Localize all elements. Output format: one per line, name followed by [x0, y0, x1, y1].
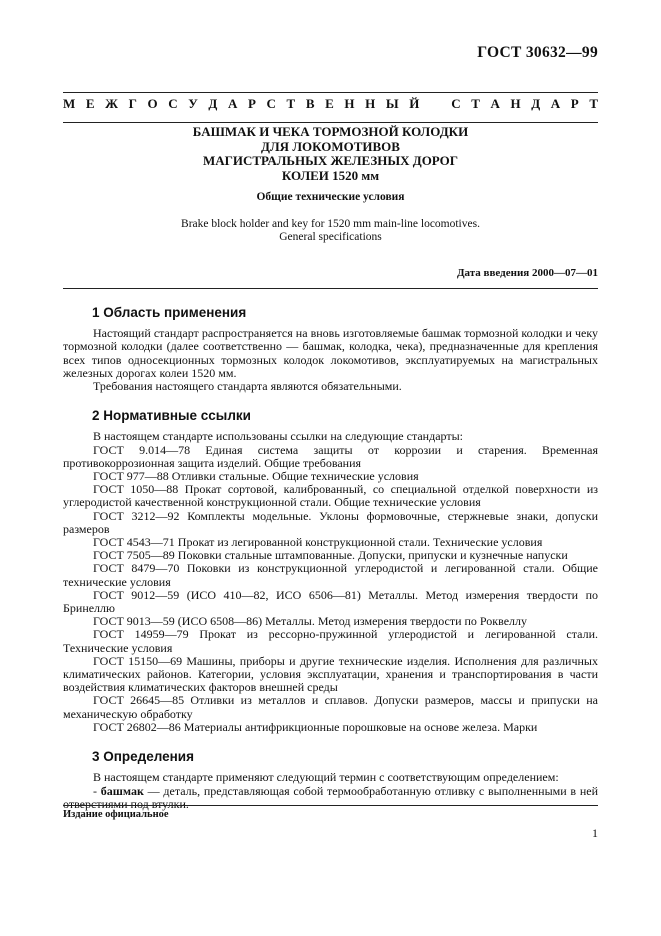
reference-item: ГОСТ 14959—79 Прокат из рессорно-пружинной углеродистой и легированной стали. Технические условия [63, 627, 598, 655]
subtitle: Общие технические условия [256, 191, 405, 203]
reference-item: ГОСТ 15150—69 Машины, приборы и другие технические изделия. Исполнения для различных климатических районов. Категории, условия эксплуатации, хранения и транспортирования в части воздействия климатических факторов внешней среды [63, 653, 598, 695]
reference-item: ГОСТ 977—88 Отливки стальные. Общие технические условия [93, 469, 419, 484]
banner-letter: Н [344, 96, 355, 111]
banner-letter: О [147, 96, 158, 111]
banner-letter: А [550, 96, 561, 111]
banner-letter: Е [325, 96, 334, 111]
banner-letter: Ы [385, 96, 399, 111]
banner-letter: У [188, 96, 198, 111]
gost-number: ГОСТ 30632—99 [477, 44, 598, 61]
term: башмак [100, 783, 144, 798]
reference-item: ГОСТ 7505—89 Поковки стальные штампованные. Допуски, припуски и кузнечные напуски [93, 548, 568, 563]
term-prefix: - [93, 783, 101, 798]
banner-letter: Г [128, 96, 137, 111]
title-line-1: БАШМАК И ЧЕКА ТОРМОЗНОЙ КОЛОДКИ [192, 124, 469, 139]
reference-item: ГОСТ 4543—71 Прокат из легированной конструкционной стали. Технические условия [93, 535, 543, 550]
banner-letter: С [451, 96, 461, 111]
section-3-heading: 3 Определения [92, 749, 194, 765]
banner-letter: М [63, 96, 76, 111]
reference-item: ГОСТ 3212—92 Комплекты модельные. Уклоны формовочные, стержневые знаки, допуски размеров [63, 508, 598, 536]
page-number: 1 [592, 826, 598, 840]
interstate-standard-banner [63, 93, 598, 115]
banner-letter: Й [409, 96, 420, 111]
title-line-4: КОЛЕИ 1520 мм [281, 167, 380, 183]
banner-letter: В [305, 96, 315, 111]
reference-item: ГОСТ 9.014—78 Единая система защиты от коррозии и старения. Временная противокоррозионная защита изделий. Общие требования [63, 442, 598, 470]
banner-letter: А [227, 96, 238, 111]
references-list [63, 444, 598, 734]
footer-rule [63, 805, 598, 806]
title-block [63, 125, 598, 244]
banner-letter: Т [286, 96, 296, 111]
section-1-paragraph-1: Настоящий стандарт распространяется на вновь изготовляемые башмак тормозной колодки и чеку тормозной колодки (далее соответственно — башмак, колодка, чека), предназначенные для крепления всех типов односекционных тормозных колодок локомотивов, эксплуатируемых на магистральных железных дорогах колеи 1520 мм. [63, 326, 598, 380]
reference-item: ГОСТ 1050—88 Прокат сортовой, калиброванный, со специальной отделкой поверхности из углеродистой качественной конструкционной стали. Общие технические условия [63, 482, 598, 510]
document-body [63, 300, 598, 811]
reference-item: ГОСТ 26802—86 Материалы антифрикционные порошковые на основе железа. Марки [93, 719, 538, 734]
banner-letter: А [490, 96, 500, 111]
banner-letter: Е [85, 96, 95, 111]
banner-letter: С [168, 96, 178, 111]
banner-rule [63, 122, 598, 123]
spacer [63, 393, 598, 403]
reference-item: ГОСТ 26645—85 Отливки из металлов и сплавов. Допуски размеров, массы и припуски на механическую обработку [63, 693, 598, 721]
title-line-2: ДЛЯ ЛОКОМОТИВОВ [261, 138, 400, 154]
english-title [63, 218, 598, 244]
title-line-3: МАГИСТРАЛЬНЫХ ЖЕЛЕЗНЫХ ДОРОГ [202, 153, 459, 168]
term-definition-text: — деталь, представляющая собой термообработанную отливку с выполненными в ней отверстиями под втулки. [63, 783, 598, 811]
introduction-date: Дата введения 2000—07—01 [456, 267, 598, 279]
reference-item: ГОСТ 9012—59 (ИСО 410—82, ИСО 6506—81) Металлы. Метод измерения твердости по Бринеллю [63, 587, 598, 616]
banner-letter: Д [531, 96, 541, 111]
banner-letter: Р [570, 96, 579, 111]
english-title-line-2: General specifications [279, 231, 382, 243]
date-rule [63, 288, 598, 289]
section-1-heading: 1 Область применения [92, 305, 247, 320]
section-2-heading: 2 Нормативные ссылки [92, 408, 251, 424]
banner-letter: Р [247, 96, 256, 111]
reference-item: ГОСТ 9013—59 (ИСО 6508—86) Металлы. Метод измерения твердости по Роквеллу [93, 614, 528, 629]
banner-letter: Н [365, 96, 376, 111]
official-edition-label: Издание официальное [63, 809, 169, 820]
english-title-line-1: Brake block holder and key for 1520 mm main-line locomotives. [181, 218, 480, 230]
banner-letter: Д [208, 96, 218, 111]
banner-letter: Ж [105, 96, 119, 111]
banner-letter: Т [471, 96, 480, 111]
banner-letter: Н [510, 96, 521, 111]
reference-item: ГОСТ 8479—70 Поковки из конструкционной углеродистой и легированной стали. Общие технические условия [63, 561, 598, 589]
section-2-intro: В настоящем стандарте использованы ссылки на следующие стандарты: [93, 429, 464, 444]
section-1-paragraph-2: Требования настоящего стандарта являются обязательными. [93, 379, 402, 394]
banner-letter: С [266, 96, 276, 111]
spacer [63, 734, 598, 744]
term-definition [63, 785, 598, 811]
banner-letter: Т [589, 96, 598, 111]
section-3-intro: В настоящем стандарте применяют следующий термин с соответствующим определением: [93, 770, 559, 785]
